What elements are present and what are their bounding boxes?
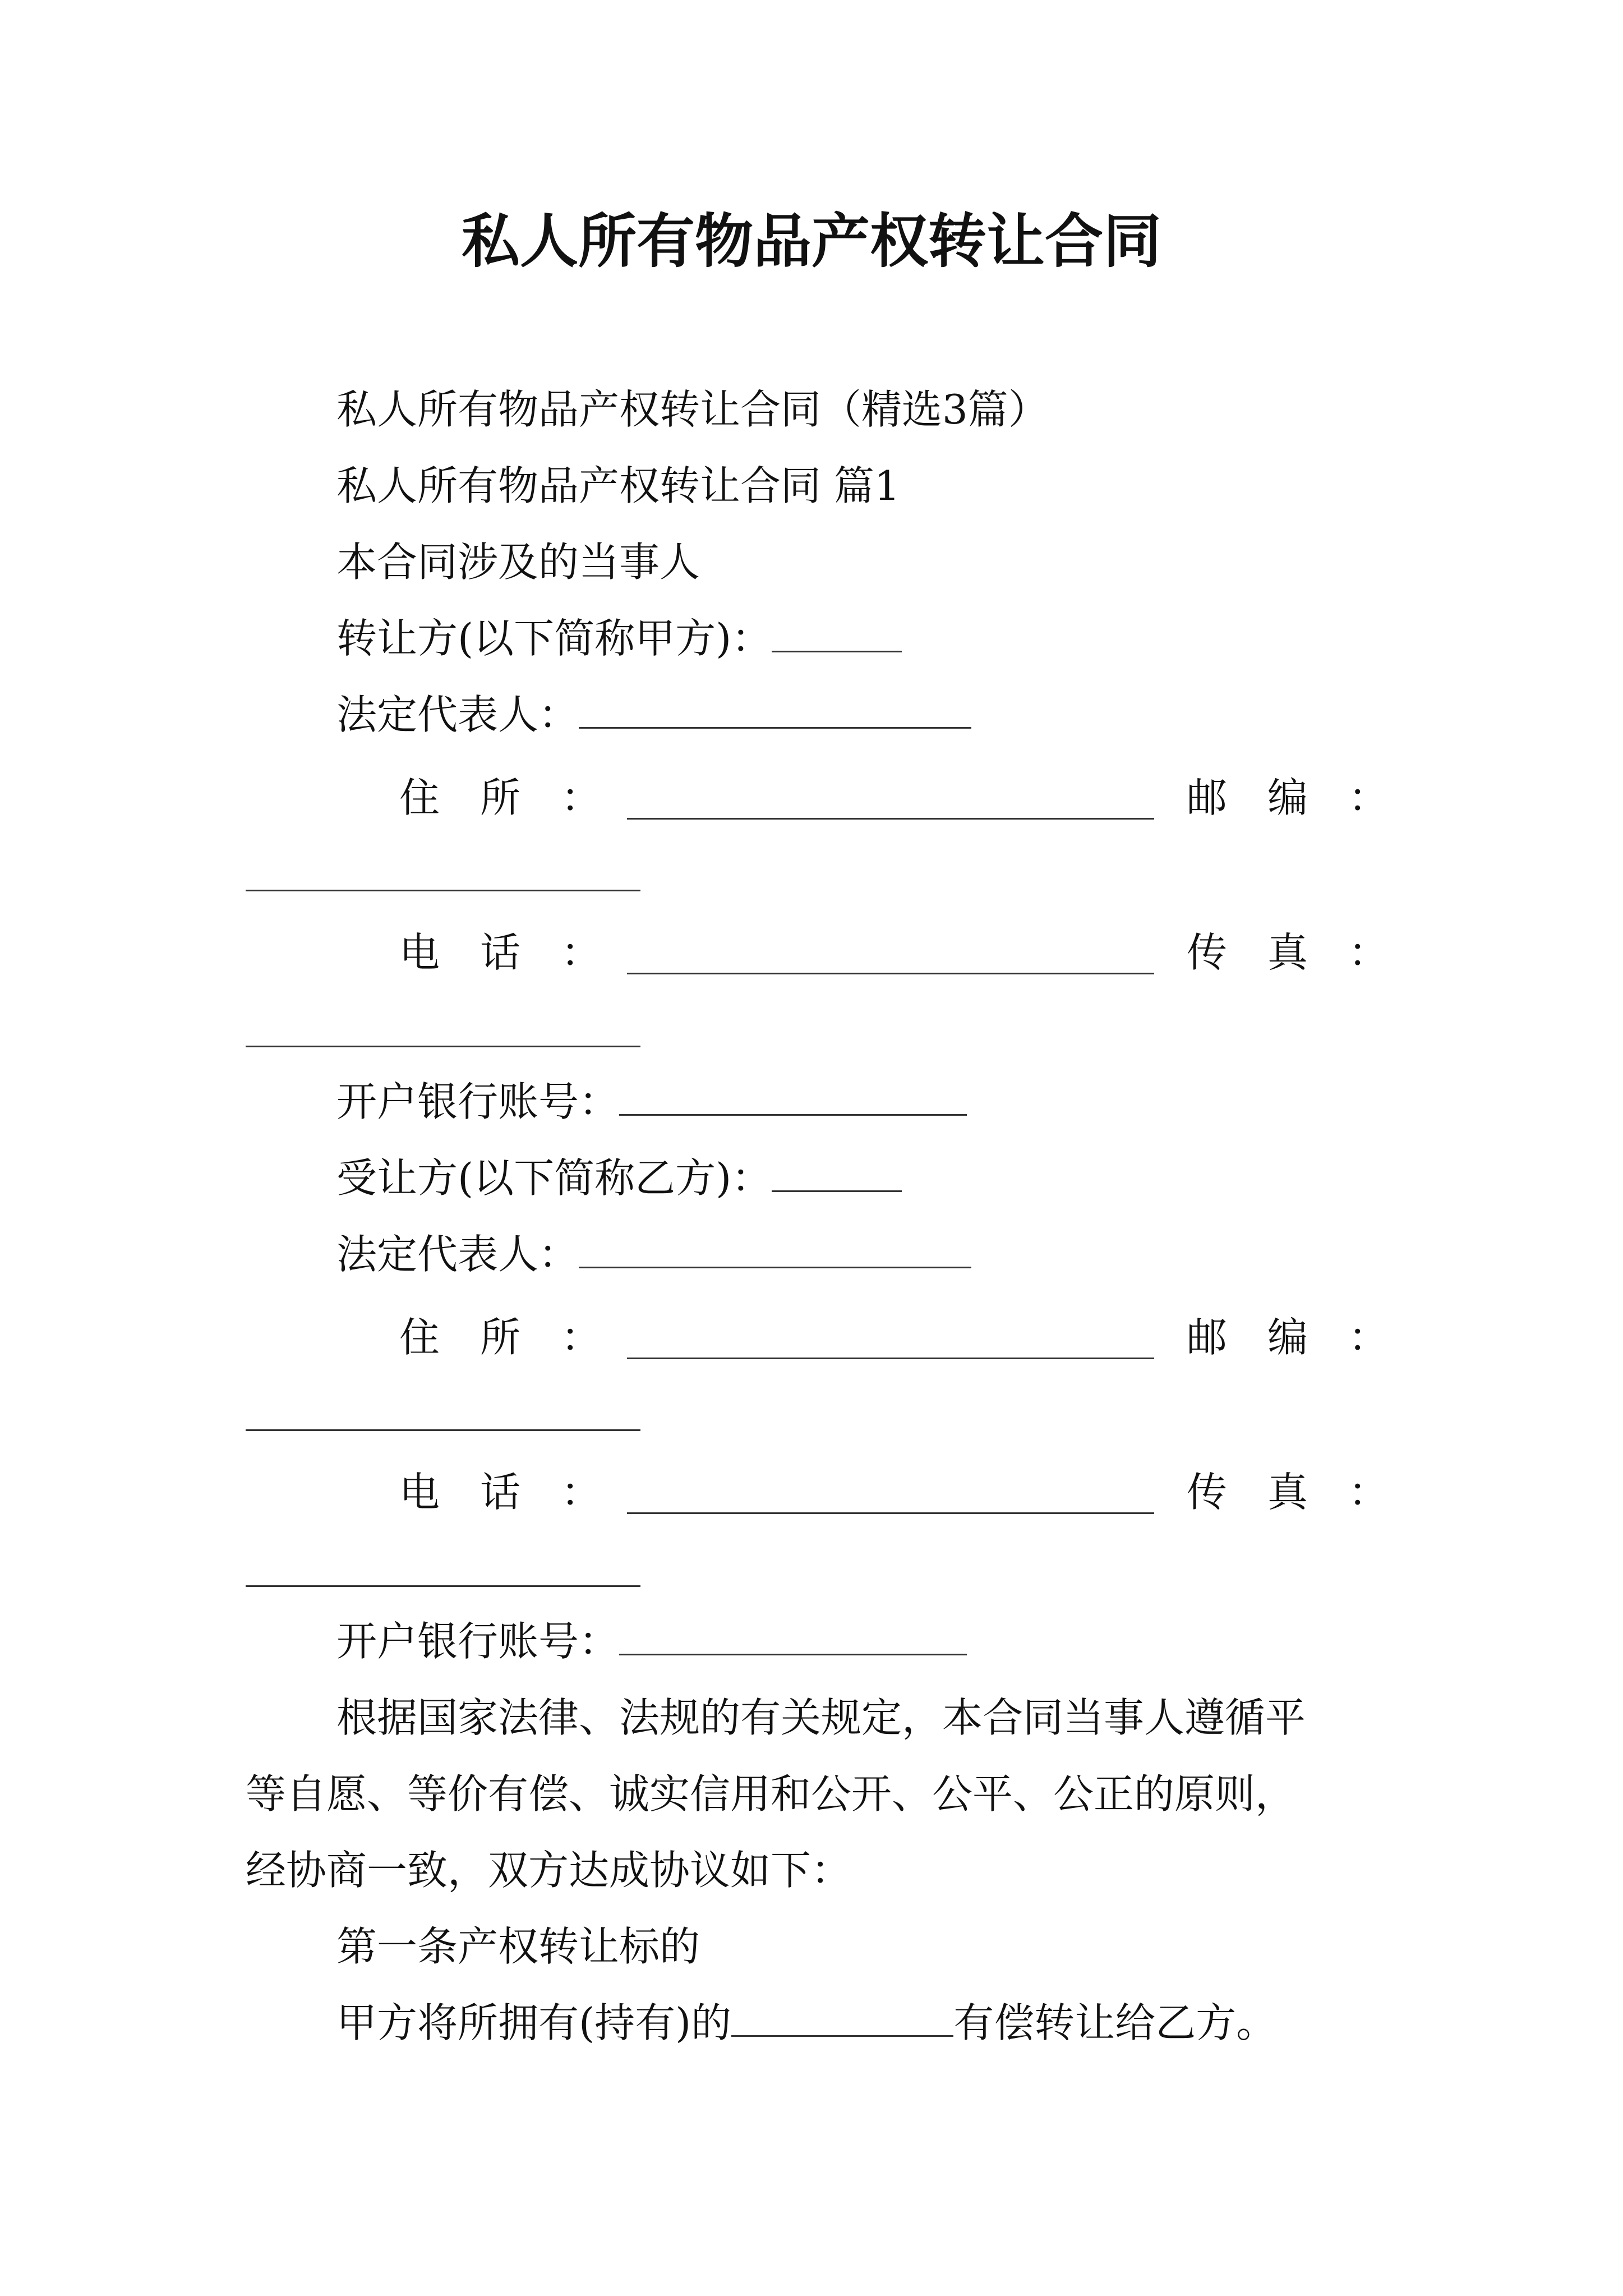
- section-heading: 私人所有物品产权转让合同 篇1: [336, 462, 900, 509]
- preamble-line-1: 根据国家法律、法规的有关规定，本合同当事人遵循平: [336, 1694, 1306, 1741]
- party-a-role-label: 转让方(以下简称甲方)：: [336, 615, 772, 662]
- party-a-postcode-blank[interactable]: [246, 890, 640, 891]
- party-b-rep-label: 法定代表人：: [336, 1231, 579, 1278]
- article-1-item-blank[interactable]: [731, 1995, 953, 2037]
- party-a-address-label: 住 所 ：: [399, 774, 602, 821]
- parties-intro: 本合同涉及的当事人: [336, 539, 700, 586]
- preamble-line-2: 等自愿、等价有偿、诚实信用和公开、公平、公正的原则，: [246, 1770, 1296, 1818]
- party-a-name-blank[interactable]: [772, 610, 902, 652]
- party-b-role-label: 受让方(以下简称乙方)：: [336, 1154, 772, 1202]
- party-b-name-blank[interactable]: [772, 1150, 902, 1192]
- party-a-address-blank[interactable]: [627, 818, 1154, 820]
- party-a-bank-blank[interactable]: [619, 1074, 967, 1116]
- party-b-bank-blank[interactable]: [619, 1613, 967, 1655]
- party-b-fax-label: 传 真 ：: [1187, 1469, 1389, 1516]
- party-a-phone-label: 电 话 ：: [399, 929, 602, 976]
- party-b-postcode-blank[interactable]: [246, 1429, 640, 1431]
- party-a-bank-line: [336, 1074, 967, 1130]
- article-1-text: [336, 1995, 1276, 2051]
- party-b-rep-line: [336, 1226, 971, 1282]
- party-a-fax-blank[interactable]: [246, 1046, 640, 1047]
- party-b-fax-blank[interactable]: [246, 1585, 640, 1587]
- party-a-rep-blank[interactable]: [579, 687, 971, 729]
- party-a-postcode-label: 邮 编 ：: [1187, 774, 1389, 821]
- party-b-postcode-label: 邮 编 ：: [1187, 1314, 1389, 1361]
- party-a-fax-label: 传 真 ：: [1187, 929, 1389, 976]
- article-1-text-after: 有偿转让给乙方。: [953, 1999, 1277, 2046]
- party-a-role-line: [336, 610, 902, 666]
- party-b-role-line: [336, 1150, 902, 1206]
- article-1-text-before: 甲方将所拥有(持有)的: [336, 1999, 732, 2046]
- party-a-rep-label: 法定代表人：: [336, 691, 579, 738]
- party-a-phone-blank[interactable]: [627, 973, 1154, 974]
- party-b-bank-label: 开户银行账号：: [336, 1618, 620, 1665]
- article-1-heading: 第一条产权转让标的: [336, 1923, 700, 1970]
- document-subtitle: 私人所有物品产权转让合同（精选3篇）: [336, 386, 1049, 433]
- party-a-bank-label: 开户银行账号：: [336, 1078, 620, 1125]
- party-b-address-blank[interactable]: [627, 1358, 1154, 1359]
- party-b-address-label: 住 所 ：: [399, 1314, 602, 1361]
- party-b-phone-label: 电 话 ：: [399, 1469, 602, 1516]
- party-b-bank-line: [336, 1613, 967, 1669]
- document-title: 私人所有物品产权转让合同: [461, 206, 1161, 275]
- party-b-phone-blank[interactable]: [627, 1512, 1154, 1514]
- party-a-rep-line: [336, 687, 971, 743]
- preamble-line-3: 经协商一致，双方达成协议如下：: [246, 1847, 852, 1894]
- party-b-rep-blank[interactable]: [579, 1226, 971, 1268]
